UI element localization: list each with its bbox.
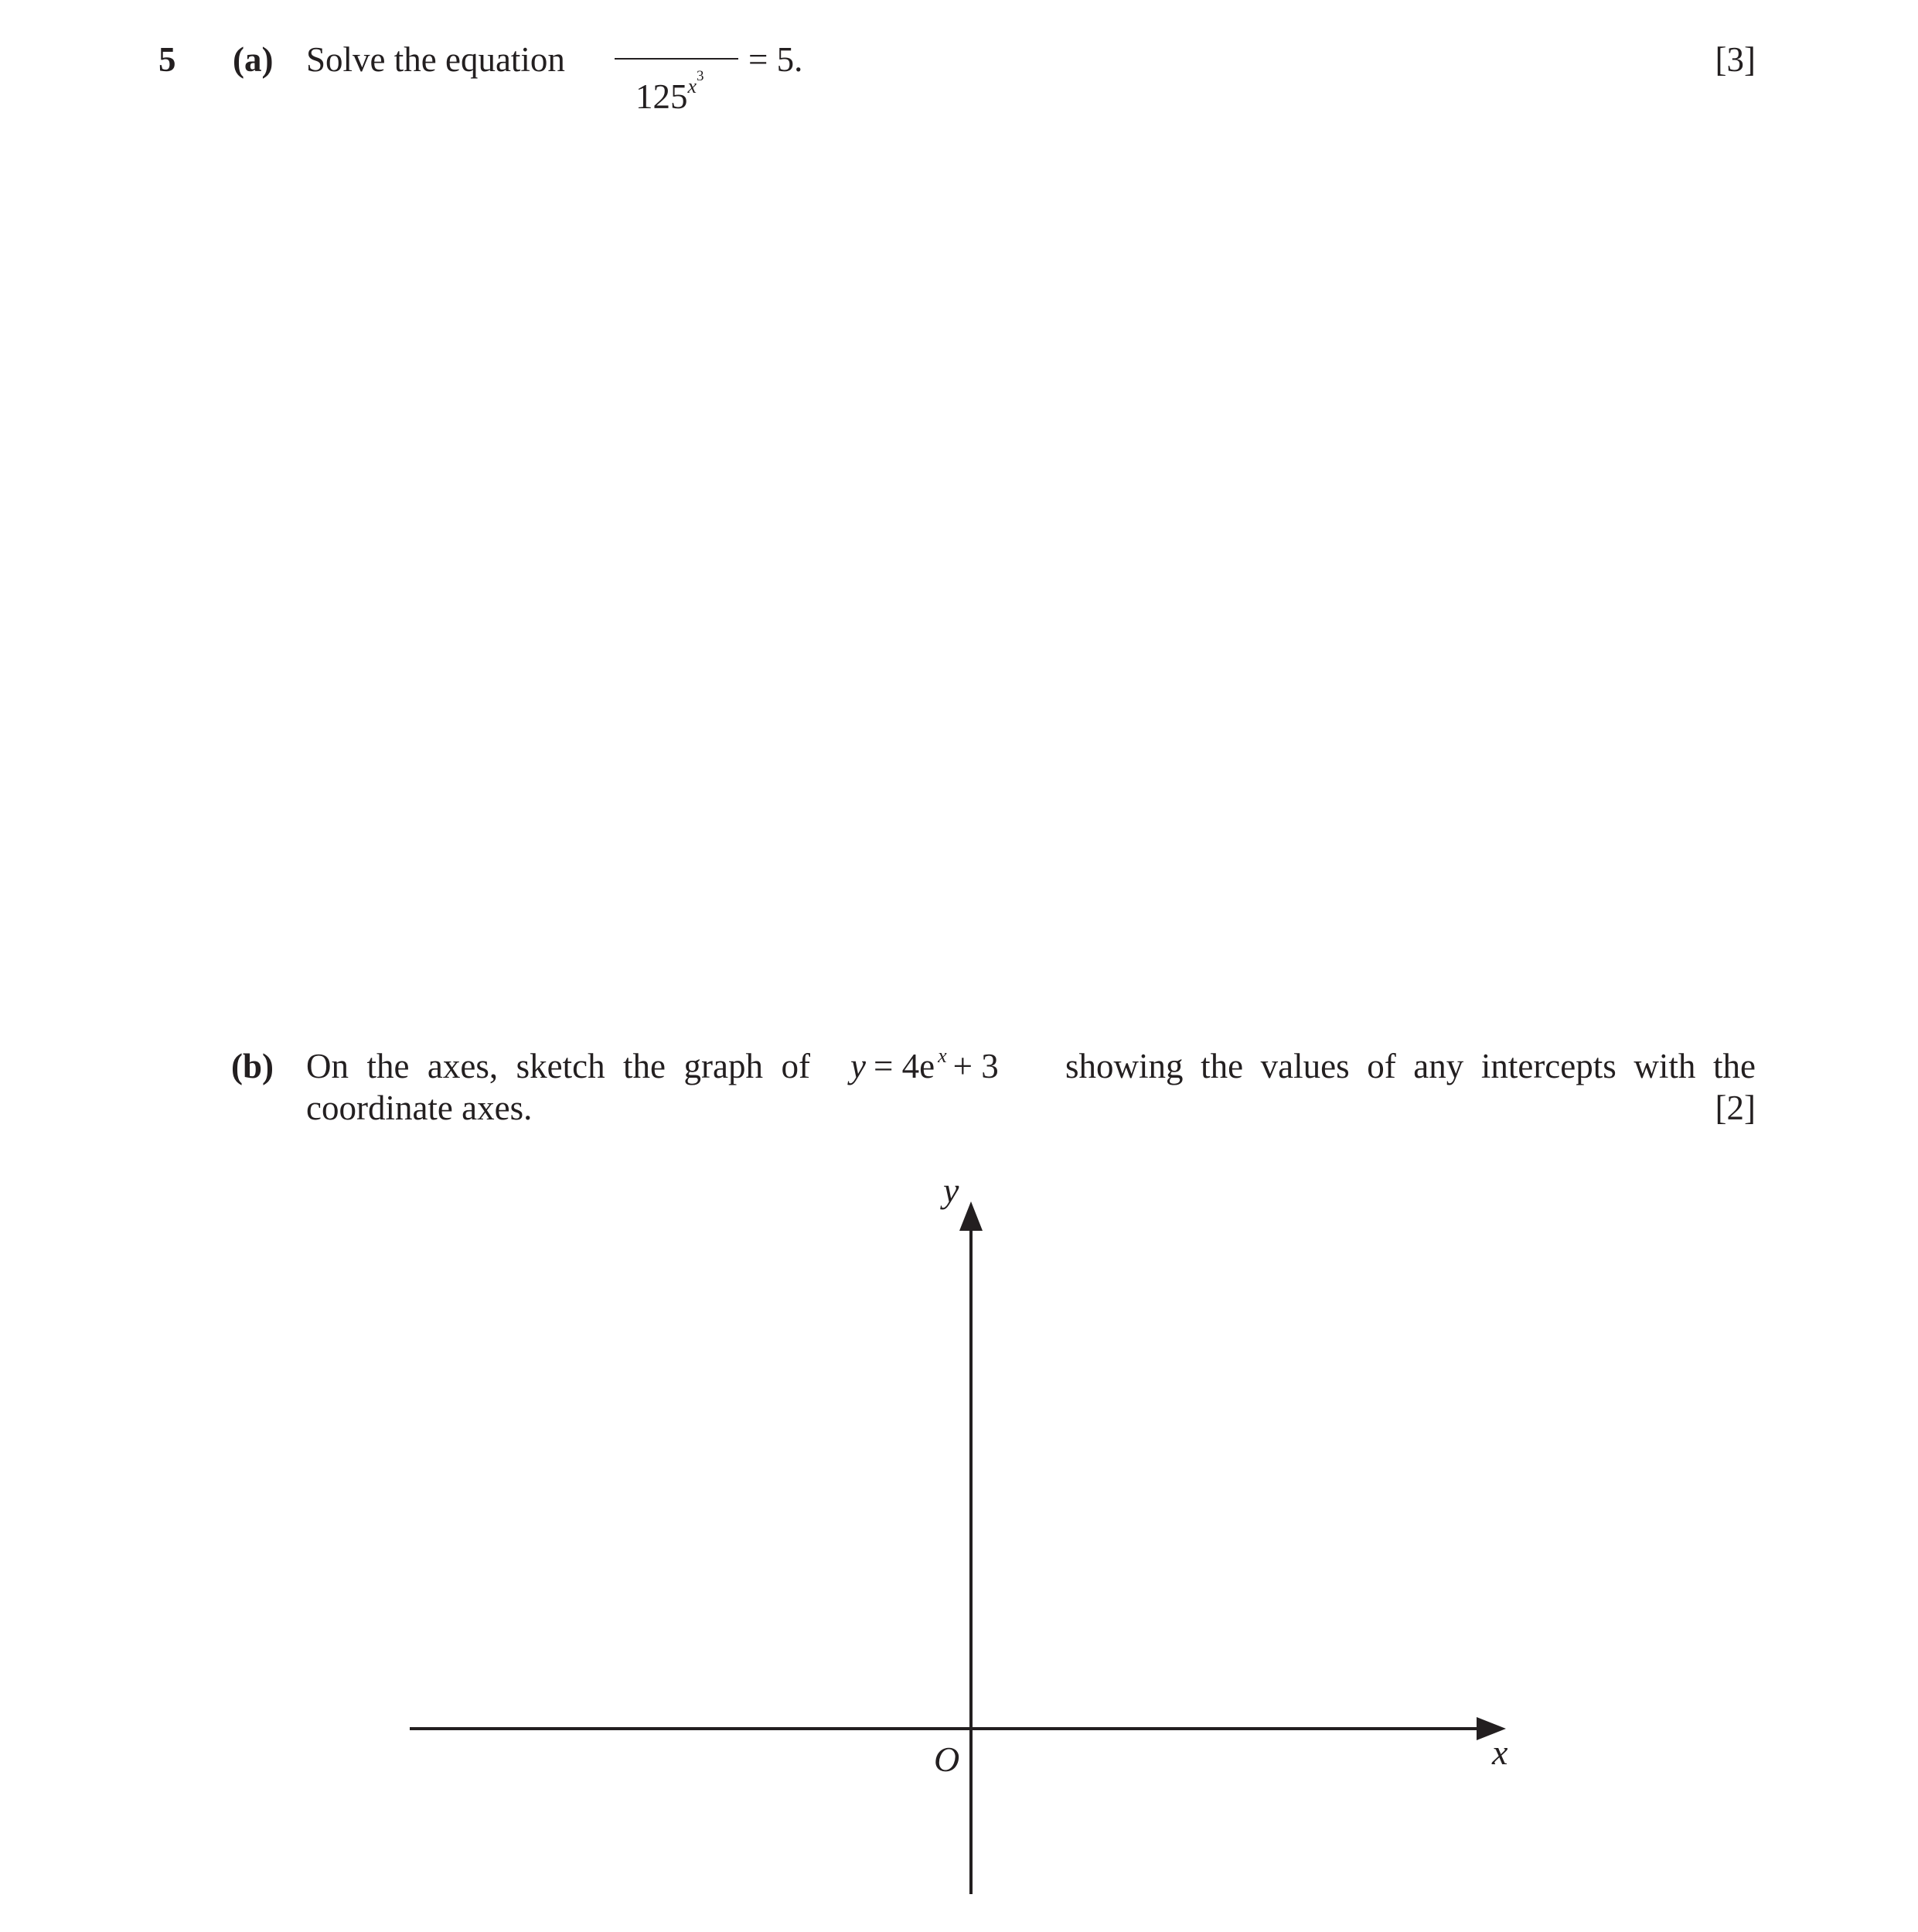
part-b-line2: coordinate axes. — [306, 1089, 533, 1127]
part-a-label: (a) — [233, 40, 274, 79]
part-a-marks: [3] — [1715, 40, 1756, 79]
word: the — [1201, 1047, 1244, 1085]
y-axis-label: y — [943, 1170, 959, 1210]
equation-mid: = 4e — [873, 1047, 935, 1085]
x-axis-label: x — [1492, 1733, 1508, 1772]
word: intercepts — [1480, 1047, 1617, 1085]
word: the — [1712, 1047, 1756, 1085]
equation-tail: + 3 — [952, 1047, 999, 1085]
word: any — [1413, 1047, 1464, 1085]
word: of — [781, 1047, 810, 1085]
part-b-label: (b) — [231, 1047, 274, 1085]
word: showing — [1065, 1047, 1184, 1085]
word: the — [623, 1047, 666, 1085]
origin-label: O — [934, 1739, 960, 1779]
question-number: 5 — [158, 40, 176, 79]
word: with — [1634, 1047, 1696, 1085]
exponent-var: x — [687, 75, 697, 97]
word: axes, — [427, 1047, 499, 1085]
exponent-power: 3 — [697, 68, 704, 84]
word: values — [1260, 1047, 1350, 1085]
word: graph — [683, 1047, 763, 1085]
equation-rhs: = 5. — [748, 40, 803, 79]
word: sketch — [516, 1047, 605, 1085]
y-axis-arrowhead — [959, 1201, 983, 1231]
equation-y: y — [850, 1047, 866, 1085]
part-b-marks: [2] — [1715, 1089, 1756, 1127]
word: the — [366, 1047, 410, 1085]
denominator-base: 125 — [635, 77, 688, 116]
word: On — [306, 1047, 349, 1085]
equation-exponent: x — [938, 1044, 947, 1067]
word: of — [1367, 1047, 1396, 1085]
part-a-prompt: Solve the equation — [306, 40, 565, 79]
